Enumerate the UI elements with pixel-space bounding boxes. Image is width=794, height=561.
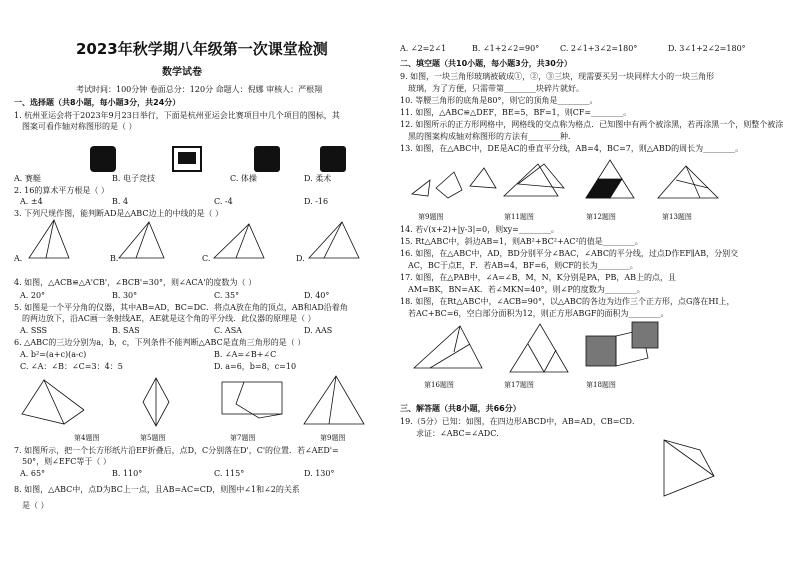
q18-line1: 18. 如图，在Rt△ABC中，∠ACB=90°，以△ABC的各边为边作三个正方形，点G落在HI上， [400, 297, 735, 306]
q5-opt-b: B. SAS [112, 326, 140, 335]
q4-opt-b: B. 30° [112, 291, 138, 300]
q12-line2: 黑的图案构成轴对称图形的方法有________种． [408, 132, 576, 141]
q19-line1: 19.（5分）已知：如图，在四边形ABCD中，AB=AD，CB=CD． [400, 417, 640, 426]
q6-opt-c: C. ∠A：∠B：∠C=3：4：5 [20, 362, 123, 371]
q15: 15. Rt△ABC中，斜边AB=1，则AB²+BC²+AC²的值是________。 [400, 237, 643, 246]
rowing-icon [90, 146, 116, 172]
q3-opt-d: D. [296, 254, 305, 263]
q2-stem: 2. 16的算术平方根是（ ） [14, 186, 109, 195]
q16-q18-figures [410, 322, 780, 378]
fig-label-12: 第12题图 [586, 213, 616, 221]
esports-monitor-icon [172, 146, 202, 172]
q4-q9-figures [14, 374, 384, 430]
q11: 11. 如图，△ABC≌△DEF，BE=5，BF=1，则CF=________。 [400, 108, 632, 117]
q1-opt-c: C. 体操 [230, 174, 257, 183]
q7-opt-b: B. 110° [112, 469, 143, 478]
q1-opt-a: A. 赛艇 [14, 174, 41, 183]
fig-label-17: 第17题图 [504, 381, 534, 389]
q14: 14. 若√(x+2)+|y-3|=0，则xy=________。 [400, 225, 559, 234]
fig-label-13: 第13题图 [662, 213, 692, 221]
q10: 10. 等腰三角形的底角是80°，则它的顶角是________。 [400, 96, 598, 105]
q9-line2: 玻璃，为了方便，只需带第________块碎片就好。 [408, 84, 584, 93]
q5-opt-d: D. AAS [304, 326, 333, 335]
q6-opt-a: A. b²=(a+c)(a-c) [20, 350, 87, 359]
q3-opt-a: A. [14, 254, 23, 263]
q9-line1: 9. 如图，一块三角形玻璃被破成①，②，③三块，现需要买另一块同样大小的一块三角形 [400, 72, 715, 81]
q1-opt-d: D. 柔术 [304, 174, 332, 183]
exam-title: 2023年秋学期八年级第一次课堂检测 [76, 40, 328, 58]
q6-opt-b: B. ∠A=∠B+∠C [214, 350, 277, 359]
q3-opt-c: C. [202, 254, 211, 263]
q6-opt-d: D. a=6，b=8，c=10 [214, 362, 297, 371]
fig-label-9b: 第9题图 [418, 213, 444, 221]
q16-line2: AC，BC于点E，F．若AB=4，BF=6，则CF的长为________。 [408, 261, 638, 270]
q8-opt-d: D. 3∠1+2∠2=180° [668, 44, 746, 53]
q8-line2: 是（ ） [22, 501, 49, 510]
q2-opt-a: A. ±4 [20, 197, 43, 206]
fig-label-9: 第9题图 [320, 434, 346, 442]
exam-info: 考试时间：100分钟 卷面总分：120分 命题人：倪娜 审核人：严根翔 [76, 85, 323, 94]
q2-opt-d: D. -16 [304, 197, 329, 206]
q4-stem: 4. 如图，△ACB≌△A'CB'，∠BCB'=30°，则∠ACA'的度数为（ ） [14, 278, 257, 287]
q4-opt-c: C. 35° [214, 291, 240, 300]
q1-line2: 图案可看作轴对称图形的是（ ） [22, 122, 137, 131]
q5-opt-c: C. ASA [214, 326, 242, 335]
q7-line2: 50°，则∠EFC等于（ ） [22, 457, 111, 466]
q8-opt-b: B. ∠1+2∠2=90° [472, 44, 540, 53]
q5-line1: 5. 如图是一个平分角的仪器，其中AB=AD，BC=DC．将点A放在角的顶点，AB和AD沿着角 [14, 303, 348, 312]
right-column [400, 0, 785, 561]
q7-line1: 7. 如图所示，把一个长方形纸片沿EF折叠后，点D，C分别落在D'，C'的位置．若∠AED'= [14, 446, 339, 455]
q8-line1: 8. 如图，△ABC中，点D为BC上一点，且AB=AC=CD，则图中∠1和∠2的关系 [14, 485, 300, 494]
q19-line2: 求证：∠ABC=∠ADC． [416, 429, 505, 438]
gymnastics-icon [254, 146, 280, 172]
q2-opt-c: C. -4 [214, 197, 233, 206]
q1-line1: 1. 杭州亚运会将于2023年9月23日举行，下面是杭州亚运会比赛项目中几个项目的图标，其 [14, 111, 340, 120]
fig-label-16: 第16题图 [424, 381, 454, 389]
left-column [14, 0, 384, 561]
q17-line2: AM=BK，BN=AK．若∠MKN=40°，则∠P的度数为________。 [408, 285, 645, 294]
q3-opt-b: B. [110, 254, 119, 263]
q3-stem: 3. 下列尺规作图，能判断AD是△ABC边上的中线的是（ ） [14, 209, 223, 218]
q2-opt-b: B. 4 [112, 197, 129, 206]
section-2-heading: 二、填空题（共10小题，每小题3分，共30分） [400, 59, 572, 68]
q19-figure [658, 436, 728, 506]
jujitsu-icon [320, 146, 346, 172]
q7-opt-a: A. 65° [20, 469, 46, 478]
q13: 13. 如图，在△ABC中，DE是AC的垂直平分线，AB=4，BC=7，则△ABD的周长为________。 [400, 144, 744, 153]
section-1-heading: 一、选择题（共8小题，每小题3分，共24分） [14, 98, 181, 107]
exam-subtitle: 数学试卷 [162, 67, 202, 78]
q7-opt-c: C. 115° [214, 469, 245, 478]
q5-line2: 的两边放下，沿AC画一条射线AE，AE就是这个角的平分线．此仪器的原理是（ ） [22, 314, 316, 323]
q4-opt-a: A. 20° [20, 291, 46, 300]
q5-opt-a: A. SSS [20, 326, 48, 335]
q7-opt-d: D. 130° [304, 469, 335, 478]
q1-opt-b: B. 电子竞技 [112, 174, 155, 183]
section-3-heading: 三、解答题（共8小题，共66分） [400, 404, 521, 413]
fig-label-7: 第7题图 [230, 434, 256, 442]
fig-label-11: 第11题图 [504, 213, 534, 221]
q6-stem: 6. △ABC的三边分别为a，b，c，下列条件不能判断△ABC是直角三角形的是（ ） [14, 338, 306, 347]
q8-opt-c: C. 2∠1+3∠2=180° [560, 44, 638, 53]
q4-opt-d: D. 40° [304, 291, 330, 300]
q8-opt-a: A. ∠2=2∠1 [400, 44, 447, 53]
q9-q13-figures [408, 158, 778, 204]
q16-line1: 16. 如图，在△ABC中，AD，BD分别平分∠BAC，∠ABC的平分线，过点D作EF∥AB，分别交 [400, 249, 739, 258]
fig-label-5: 第5题图 [140, 434, 166, 442]
fig-label-18: 第18题图 [586, 381, 616, 389]
q12-line1: 12. 如图所示的正方形网格中，网格线的交点称为格点．已知图中有两个被涂黑，若再涂黑一个，则整个被涂 [400, 120, 784, 129]
fig-label-4: 第4题图 [74, 434, 100, 442]
q17-line1: 17. 如图，在△PAB中，∠A=∠B，M，N，K分别是PA，PB，AB上的点，且 [400, 273, 676, 282]
q18-line2: 若AC+BC=6，空白部分面积为12，则正方形ABGF的面积为________。 [408, 309, 669, 318]
